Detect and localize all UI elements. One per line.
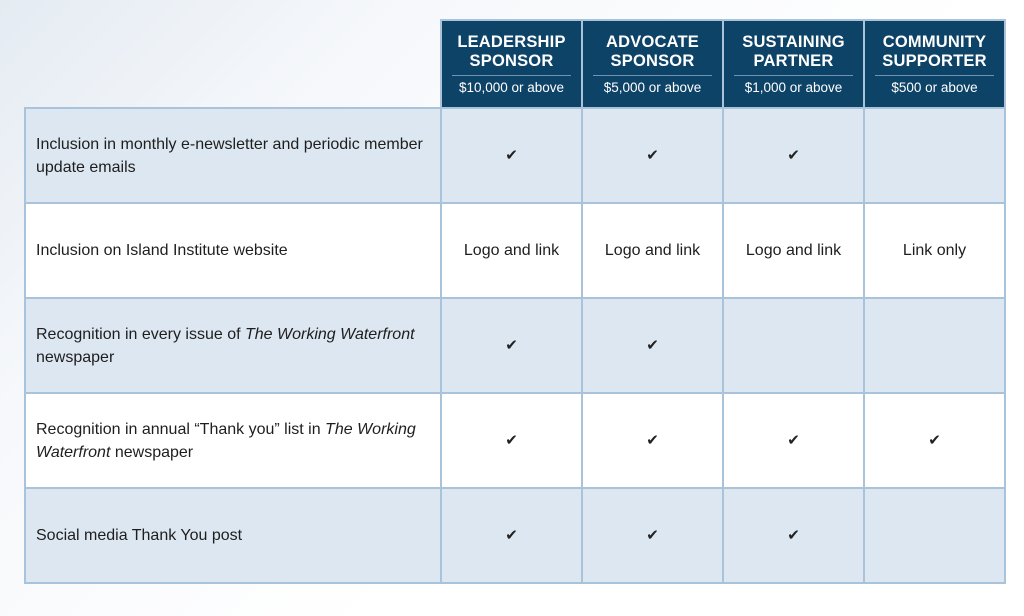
tier-amount: $1,000 or above bbox=[744, 80, 843, 95]
check-icon: ✔ bbox=[505, 526, 518, 544]
tier-name-line2: SUPPORTER bbox=[882, 52, 987, 70]
cell-sustaining bbox=[723, 488, 864, 583]
tier-name-line2: SPONSOR bbox=[610, 52, 695, 70]
table-row-every-issue bbox=[25, 298, 1005, 393]
tier-name bbox=[452, 33, 571, 76]
publication-title: The Working Waterfront bbox=[245, 325, 415, 343]
check-icon: ✔ bbox=[646, 336, 659, 354]
check-icon: ✔ bbox=[928, 431, 941, 449]
tier-amount: $5,000 or above bbox=[603, 80, 702, 95]
check-icon: ✔ bbox=[505, 336, 518, 354]
sponsorship-benefits-table bbox=[24, 19, 1006, 584]
cell-community bbox=[864, 108, 1005, 203]
cell-advocate bbox=[582, 488, 723, 583]
tier-name-line1: COMMUNITY bbox=[882, 33, 987, 51]
header-blank-cell bbox=[25, 20, 441, 108]
cell-leadership bbox=[441, 393, 582, 488]
cell-advocate: Logo and link bbox=[582, 203, 723, 298]
check-icon: ✔ bbox=[646, 146, 659, 164]
benefit-label: Inclusion on Island Institute website bbox=[25, 203, 441, 298]
check-icon: ✔ bbox=[505, 146, 518, 164]
cell-sustaining bbox=[723, 298, 864, 393]
cell-leadership bbox=[441, 488, 582, 583]
check-icon: ✔ bbox=[787, 146, 800, 164]
tier-header-advocate bbox=[582, 20, 723, 108]
table-row-website bbox=[25, 203, 1005, 298]
tier-header-community bbox=[864, 20, 1005, 108]
cell-community: Link only bbox=[864, 203, 1005, 298]
tier-name-line1: ADVOCATE bbox=[606, 33, 699, 51]
benefit-label: Recognition in every issue of The Working Waterfront newspaper bbox=[25, 298, 441, 393]
table-row-social-media bbox=[25, 488, 1005, 583]
tier-name-line1: LEADERSHIP bbox=[457, 33, 566, 51]
cell-sustaining bbox=[723, 393, 864, 488]
tier-header-row bbox=[25, 20, 1005, 108]
publication-title: The Working Waterfront bbox=[36, 420, 416, 461]
benefit-label: Social media Thank You post bbox=[25, 488, 441, 583]
cell-advocate bbox=[582, 393, 723, 488]
check-icon: ✔ bbox=[505, 431, 518, 449]
tier-amount: $10,000 or above bbox=[458, 80, 565, 95]
tier-name-line2: PARTNER bbox=[753, 52, 834, 70]
check-icon: ✔ bbox=[787, 526, 800, 544]
cell-sustaining: Logo and link bbox=[723, 203, 864, 298]
tier-header-sustaining bbox=[723, 20, 864, 108]
tier-header-leadership bbox=[441, 20, 582, 108]
tier-name bbox=[734, 33, 853, 76]
cell-leadership bbox=[441, 298, 582, 393]
benefit-label: Recognition in annual “Thank you” list in The Working Waterfront newspaper bbox=[25, 393, 441, 488]
table-row-newsletter bbox=[25, 108, 1005, 203]
check-icon: ✔ bbox=[646, 431, 659, 449]
cell-advocate bbox=[582, 298, 723, 393]
check-icon: ✔ bbox=[787, 431, 800, 449]
tier-name bbox=[875, 33, 994, 76]
cell-community bbox=[864, 488, 1005, 583]
cell-leadership bbox=[441, 108, 582, 203]
table-row-annual-thank-you bbox=[25, 393, 1005, 488]
benefit-label: Inclusion in monthly e-newsletter and periodic member update emails bbox=[25, 108, 441, 203]
tier-name-line1: SUSTAINING bbox=[742, 33, 845, 51]
tier-name bbox=[593, 33, 712, 76]
check-icon: ✔ bbox=[646, 526, 659, 544]
cell-sustaining bbox=[723, 108, 864, 203]
tier-name-line2: SPONSOR bbox=[469, 52, 554, 70]
cell-leadership: Logo and link bbox=[441, 203, 582, 298]
cell-community bbox=[864, 298, 1005, 393]
cell-community bbox=[864, 393, 1005, 488]
cell-advocate bbox=[582, 108, 723, 203]
tier-amount: $500 or above bbox=[891, 80, 978, 95]
